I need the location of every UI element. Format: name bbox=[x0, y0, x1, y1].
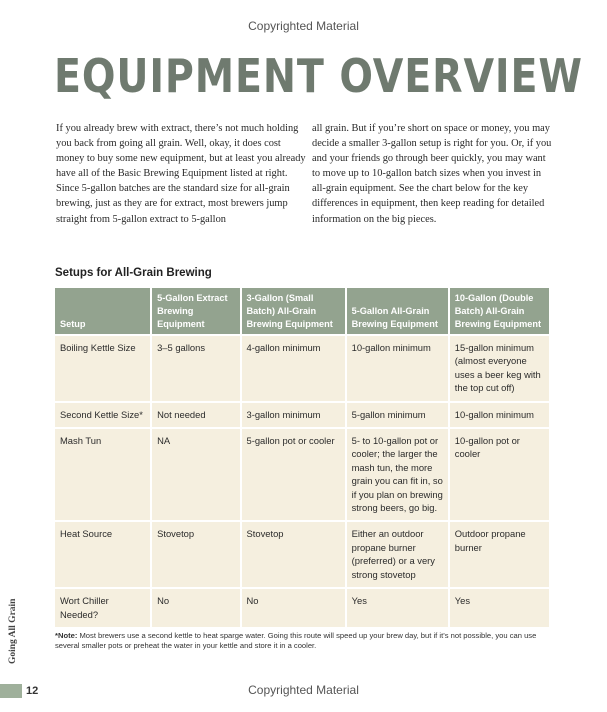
column-header: 5-Gallon All-Grain Brewing Equipment bbox=[347, 288, 448, 334]
row-label: Wort Chiller Needed? bbox=[55, 589, 150, 627]
table-row bbox=[55, 336, 549, 401]
row-label: Mash Tun bbox=[55, 429, 150, 520]
column-header: Setup bbox=[55, 288, 150, 334]
table-cell: 3–5 gallons bbox=[152, 336, 239, 401]
intro-paragraph-right: all grain. But if you’re short on space or money, you may decide a smaller 3-gallon setup is right for you. Or, if you and your friends go through beer quickly, you may want to move up to 10-gallon batch sizes when you invest in all-grain equipment. See the chart below for the key differences in equipment, then keep reading for detailed information on the big pieces. bbox=[312, 123, 552, 225]
table-cell: Not needed bbox=[152, 403, 239, 427]
table-cell: Either an outdoor propane burner (preferred) or a very strong stovetop bbox=[347, 522, 448, 587]
table-row bbox=[55, 522, 549, 587]
table-cell: Outdoor propane burner bbox=[450, 522, 549, 587]
row-label: Boiling Kettle Size bbox=[55, 336, 150, 401]
page-number: 12 bbox=[26, 685, 39, 697]
equipment-setup-table bbox=[53, 286, 551, 629]
table-cell: 5-gallon pot or cooler bbox=[242, 429, 345, 520]
table-cell: Stovetop bbox=[152, 522, 239, 587]
copyright-watermark-top: Copyrighted Material bbox=[248, 19, 359, 33]
table-cell: Yes bbox=[347, 589, 448, 627]
table-cell: No bbox=[152, 589, 239, 627]
table-cell: 4-gallon minimum bbox=[242, 336, 345, 401]
table-cell: NA bbox=[152, 429, 239, 520]
footnote-label: *Note: bbox=[55, 631, 78, 640]
table-cell: 5- to 10-gallon pot or cooler; the larger the mash tun, the more grain you can fit in, so if you plan on brewing strong beers, go big. bbox=[347, 429, 448, 520]
row-label: Second Kettle Size* bbox=[55, 403, 150, 427]
chapter-side-label: Going All Grain bbox=[8, 598, 18, 664]
table-cell: 10-gallon pot or cooler bbox=[450, 429, 549, 520]
table-cell: 15-gallon minimum (almost everyone uses a beer keg with the top cut off) bbox=[450, 336, 549, 401]
row-label: Heat Source bbox=[55, 522, 150, 587]
table-row bbox=[55, 429, 549, 520]
table-cell: Yes bbox=[450, 589, 549, 627]
intro-paragraph-left: If you already brew with extract, there’s not much holding you back from going all grain. Well, okay, it does cost money to buy some new equipment, but at least you already have all of the Basic Brewing Equipment listed at right. Since 5-gallon batches are the standard size for all-grain brewing, just as they are for extract, most brewers jump straight from 5-gallon extract to 5-gallon bbox=[56, 123, 306, 225]
table-cell: 10-gallon minimum bbox=[450, 403, 549, 427]
footnote bbox=[55, 631, 555, 651]
table-cell: No bbox=[242, 589, 345, 627]
column-header: 3-Gallon (Small Batch) All-Grain Brewing Equipment bbox=[242, 288, 345, 334]
table-header-row bbox=[55, 288, 549, 334]
table-caption: Setups for All-Grain Brewing bbox=[55, 267, 212, 279]
table-row bbox=[55, 589, 549, 627]
table-cell: 10-gallon minimum bbox=[347, 336, 448, 401]
copyright-watermark-bottom: Copyrighted Material bbox=[248, 683, 359, 697]
column-header: 5-Gallon Extract Brewing Equipment bbox=[152, 288, 239, 334]
page-title: EQUIPMENT OVERVIEW bbox=[54, 49, 583, 103]
table-cell: 3-gallon minimum bbox=[242, 403, 345, 427]
table-cell: 5-gallon minimum bbox=[347, 403, 448, 427]
table-cell: Stovetop bbox=[242, 522, 345, 587]
table-row bbox=[55, 403, 549, 427]
footnote-text: Most brewers use a second kettle to heat sparge water. Going this route will speed up your brew day, but if it’s not possible, you can use several smaller pots or preheat the water in your kettle and store it in a cooler. bbox=[55, 631, 537, 650]
column-header: 10-Gallon (Double Batch) All-Grain Brewing Equipment bbox=[450, 288, 549, 334]
